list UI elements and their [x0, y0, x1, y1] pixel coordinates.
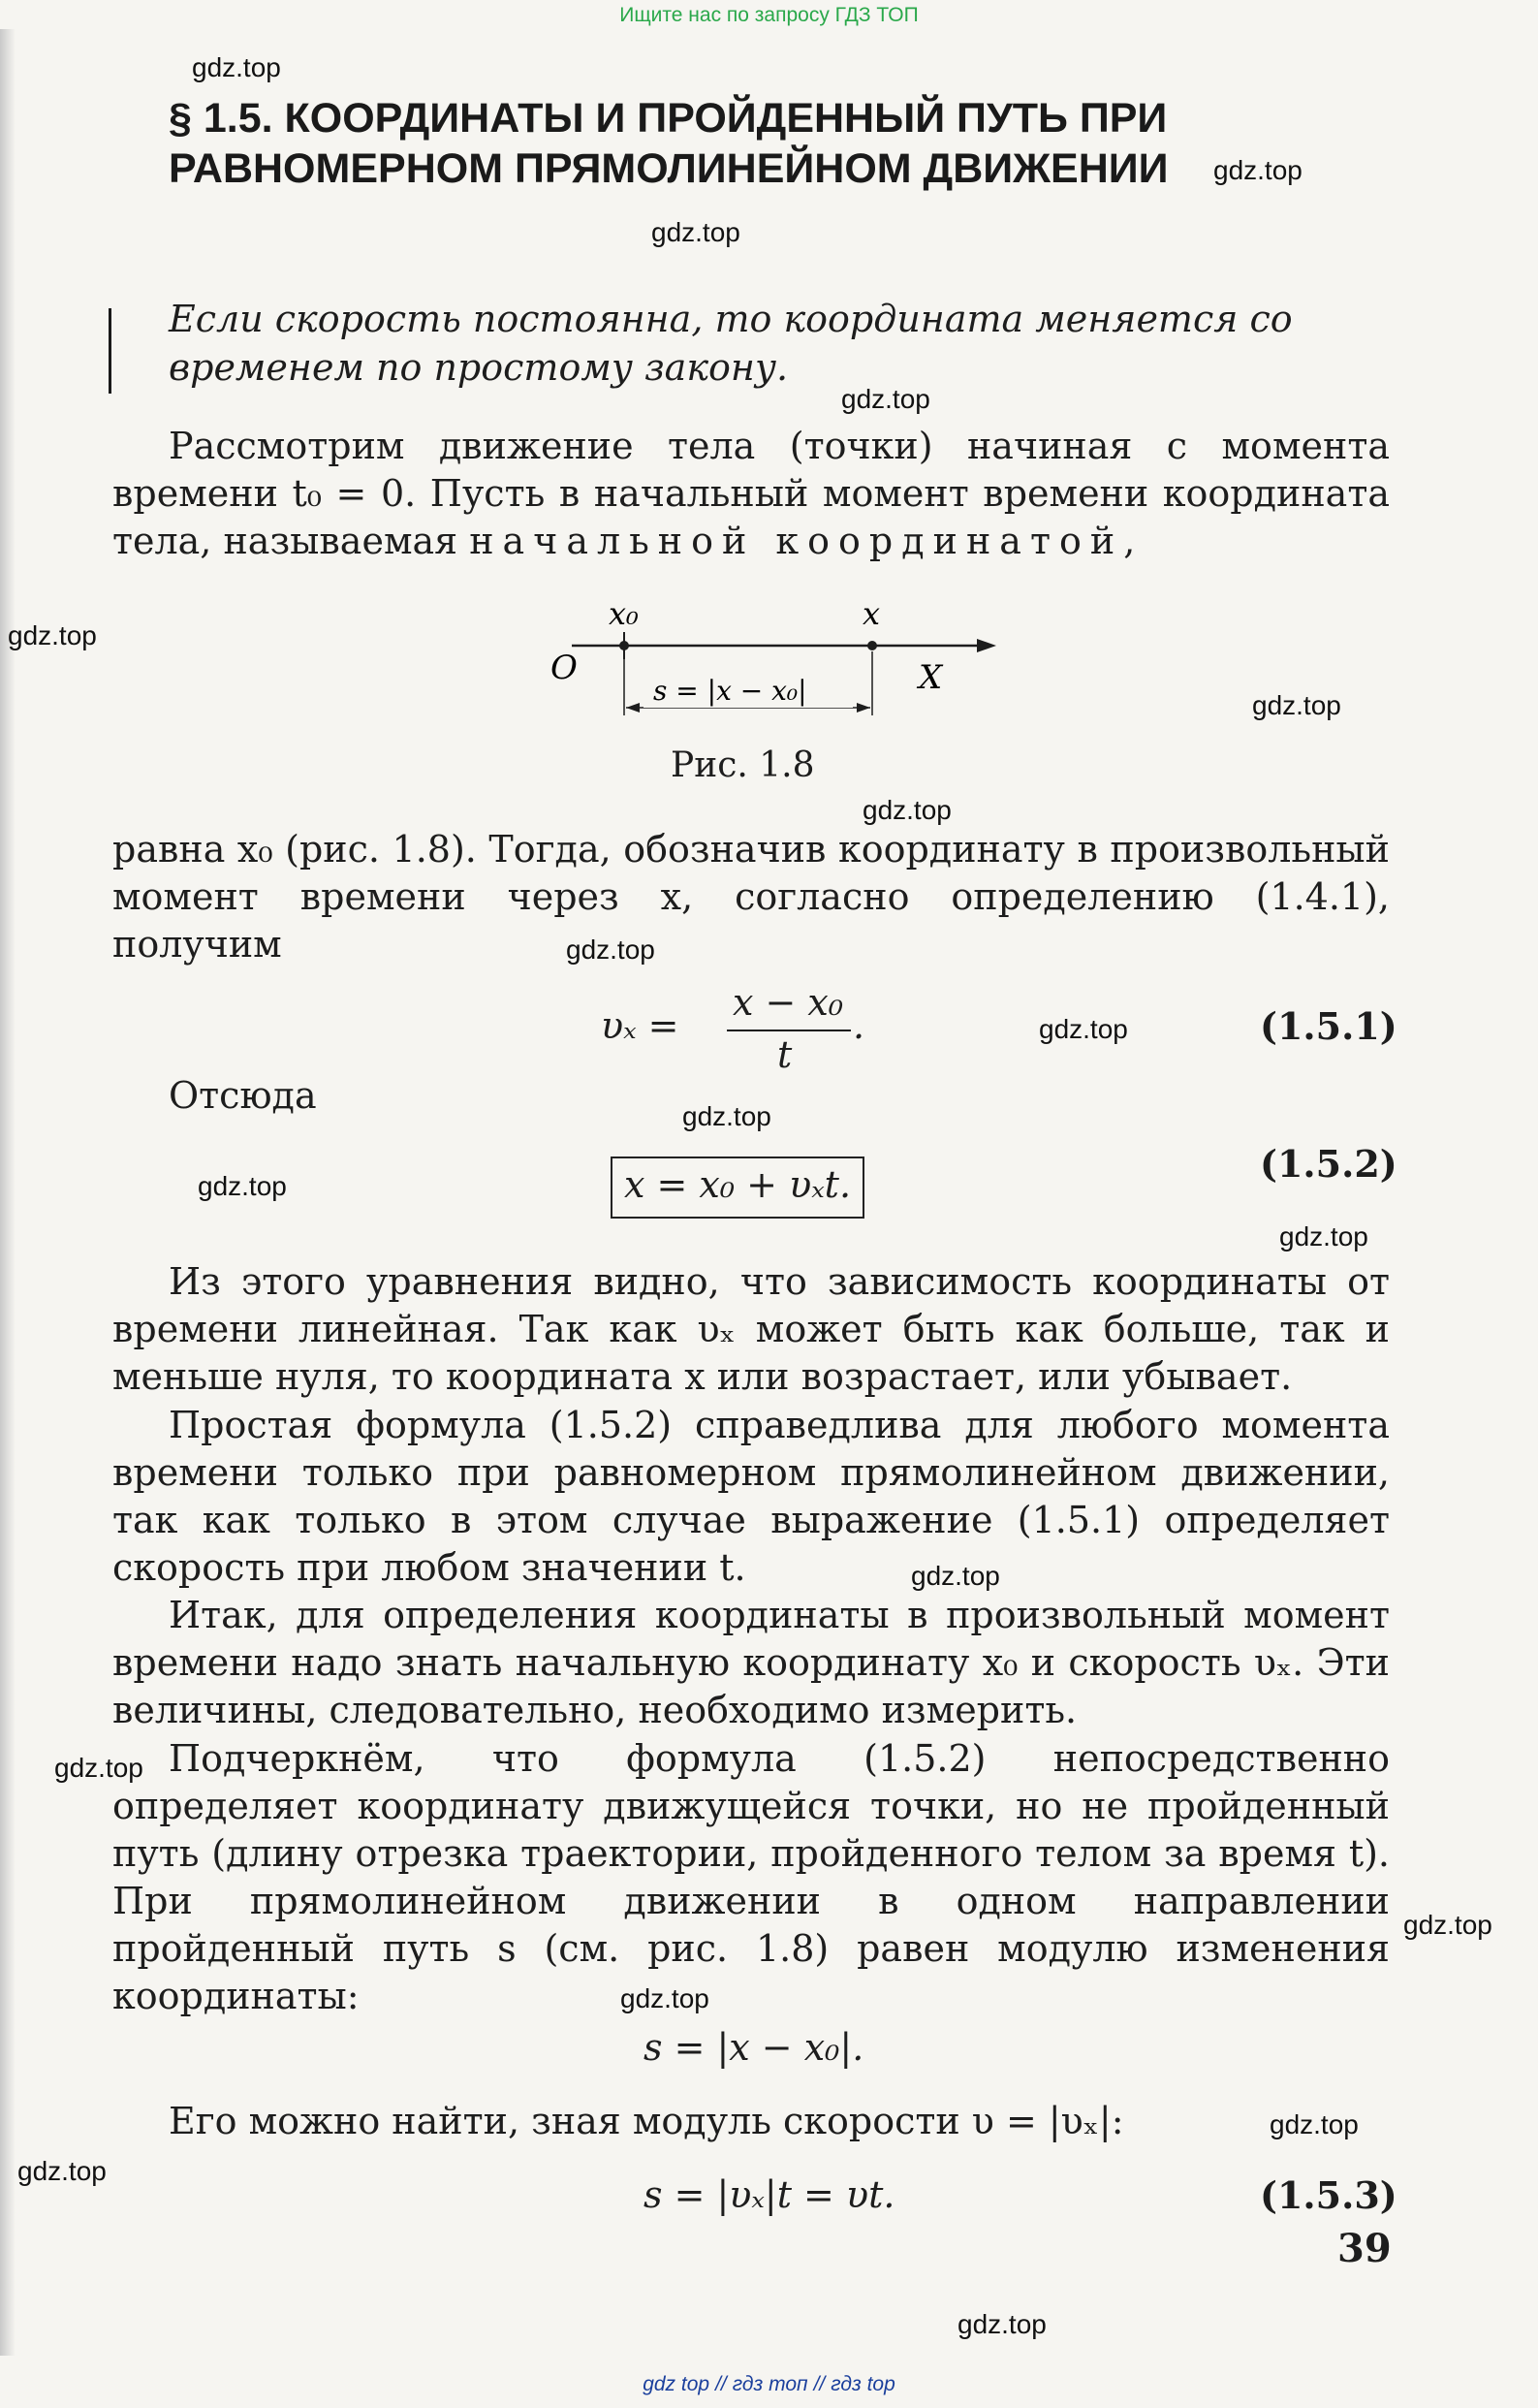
paragraph-2: равна x₀ (рис. 1.8). Тогда, обозначив координату в произвольный момент времени через x, согласно определению (1.4.1), получим: [112, 828, 1390, 966]
intro-margin-bar: [109, 308, 111, 394]
figure-1-8: [543, 591, 1008, 727]
eq-1-5-1-fraction-bar: [727, 1030, 851, 1031]
page-edge-shadow: [0, 29, 16, 2356]
watermark: gdz.top: [651, 217, 740, 247]
paragraph-5: [112, 1592, 1390, 1734]
x0-point: [619, 641, 629, 650]
eq-1-5-1-denominator: t: [777, 1033, 793, 1076]
watermark: gdz.top: [1252, 690, 1341, 720]
paragraph-1-end: ,: [1123, 520, 1136, 562]
watermark: gdz.top: [1279, 1221, 1368, 1252]
eq-1-5-1-number: (1.5.1): [1260, 1004, 1397, 1048]
eq-path-modulus: s = |x − x₀|.: [643, 2026, 864, 2069]
otsuda-label: Отсюда: [169, 1074, 317, 1117]
eq-1-5-2-number: (1.5.2): [1260, 1142, 1397, 1186]
watermark: gdz.top: [682, 1101, 771, 1131]
bottom-link-2[interactable]: гдз топ: [732, 2373, 808, 2395]
watermark: gdz.top: [8, 620, 97, 650]
watermark: gdz.top: [957, 2309, 1047, 2339]
watermark: gdz.top: [192, 52, 281, 82]
x0-label: x₀: [609, 595, 639, 632]
watermark: gdz.top: [841, 384, 930, 414]
watermark: gdz.top: [17, 2156, 107, 2186]
paragraph-7: [112, 2098, 1390, 2145]
paragraph-3-text: Из этого уравнения видно, что зависимость координаты от времени линейная. Так как υₓ может быть как больше, так и меньше нуля, то координата x или возрастает, или убывает.: [112, 1260, 1390, 1398]
eq-1-5-1-numerator: x − x₀: [733, 981, 844, 1024]
segment-arrow-left: [626, 703, 640, 713]
eq-1-5-3-number: (1.5.3): [1260, 2173, 1397, 2217]
section-heading: § 1.5. КООРДИНАТЫ И ПРОЙДЕННЫЙ ПУТЬ ПРИ РАВНОМЕРНОМ ПРЯМОЛИНЕЙНОМ ДВИЖЕНИИ: [169, 95, 1169, 192]
page-number: 39: [1337, 2226, 1392, 2271]
paragraph-7-text: Его можно найти, зная модуль скорости υ = |υₓ|:: [169, 2100, 1124, 2142]
intro-statement: Если скорость постоянна, то координата меняется со временем по простому закону.: [169, 298, 1293, 389]
eq-1-5-3: s = |υₓ|t = υt.: [643, 2173, 895, 2216]
watermark: gdz.top: [911, 1561, 1000, 1591]
paragraph-6: [112, 1735, 1390, 2020]
bottom-link-1[interactable]: gdz top: [643, 2373, 710, 2395]
watermark: gdz.top: [198, 1171, 287, 1201]
paragraph-1: [112, 423, 1390, 565]
watermark: gdz.top: [1213, 155, 1303, 185]
paragraph-6-text: Подчеркнём, что формула (1.5.2) непосредственно определяет координату движущейся точки, но не пройденный путь (длину отрезка траектории, пройденного телом за время t). При прямолинейном движении в одном направлении пройденный путь s (см. рис. 1.8) равен модулю изменения координаты:: [112, 1737, 1390, 2017]
paragraph-4: [112, 1402, 1390, 1592]
segment-label: s = |x − x₀|: [653, 675, 807, 707]
watermark: gdz.top: [620, 1983, 709, 2013]
eq-1-5-1-lhs: υₓ =: [601, 1004, 679, 1047]
watermark: gdz.top: [1403, 1910, 1492, 1940]
watermark: gdz.top: [1039, 1014, 1128, 1044]
origin-label: O: [550, 649, 578, 687]
x-point: [867, 641, 877, 650]
paragraph-4-text: Простая формула (1.5.2) справедлива для любого момента времени только при равномерном прямолинейном движении, так как только в этом случае выражение (1.5.1) определяет скорость при любом значении t.: [112, 1404, 1390, 1589]
axis-arrowhead: [977, 639, 996, 652]
watermark: gdz.top: [566, 935, 655, 965]
bottom-link-3[interactable]: гдз top: [831, 2373, 895, 2395]
segment-arrow-right: [857, 703, 870, 713]
watermark: gdz.top: [54, 1753, 143, 1783]
figure-caption: Рис. 1.8: [671, 745, 815, 785]
watermark: gdz.top: [1270, 2109, 1359, 2139]
bottom-banner: [0, 2373, 1538, 2396]
top-banner[interactable]: Ищите нас по запросу ГДЗ ТОП: [619, 4, 919, 26]
bottom-separator: //: [715, 2373, 727, 2395]
eq-1-5-2: x = x₀ + υₓt.: [624, 1163, 852, 1206]
paragraph-5-text: Итак, для определения координаты в произвольный момент времени надо знать начальную координату x₀ и скорость υₓ. Эти величины, следовательно, необходимо измерить.: [112, 1594, 1390, 1731]
paragraph-1-text: Рассмотрим движение тела (точки) начиная с момента времени t₀ = 0. Пусть в начальный момент времени координата тела, называемая: [112, 425, 1390, 562]
eq-1-5-1-tail: .: [853, 1004, 865, 1047]
term-initial-coordinate: начальной координатой: [469, 520, 1124, 562]
watermark: gdz.top: [863, 795, 952, 825]
bottom-separator: //: [813, 2373, 826, 2395]
axis-label: X: [919, 658, 943, 697]
x-label: x: [863, 595, 881, 632]
paragraph-3: [112, 1258, 1390, 1401]
